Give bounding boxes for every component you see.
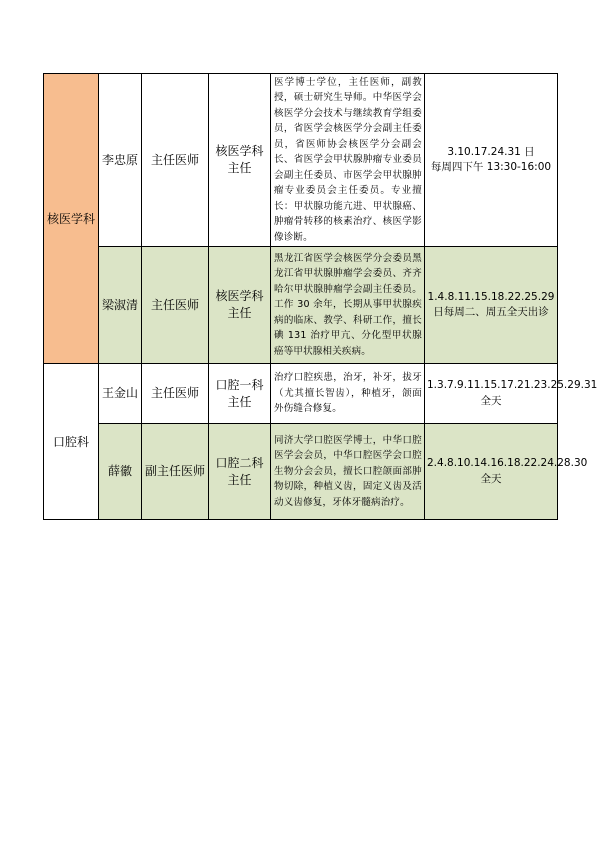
department-cell-oral: 口腔科: [44, 364, 99, 520]
doctor-position: 口腔二科 主任: [209, 424, 271, 520]
doctor-position: 核医学科 主任: [209, 74, 271, 247]
department-cell-nuclear-medicine: 核医学科: [44, 74, 99, 364]
doctor-title: 主任医师: [142, 247, 209, 364]
doctor-description: 治疗口腔疾患，治牙，补牙，拔牙（尤其擅长智齿），种植牙，颌面外伤缝合修复。: [271, 364, 425, 424]
doctor-name: 梁淑清: [99, 247, 142, 364]
doctor-title: 主任医师: [142, 74, 209, 247]
clinic-schedule: 1.4.8.11.15.18.22.25.29 日每周二、周五全天出诊: [425, 247, 558, 364]
table-row: [44, 74, 558, 247]
doctor-name: 李忠原: [99, 74, 142, 247]
doctor-name: 薛徽: [99, 424, 142, 520]
clinic-schedule: 3.10.17.24.31 日 每周四下午 13:30-16:00: [425, 74, 558, 247]
doctor-description: 医学博士学位，主任医师，副教授，硕士研究生导师。中华医学会核医学分会技术与继续教育学组委员，省医学会核医学分会副主任委员，省医师协会核医学分会副会长、省医学会甲状腺肿瘤专业委员会副主任委员、市医学会甲状腺肿瘤专业委员会主任委员。专业擅长：甲状腺功能亢进、甲状腺癌、肿瘤骨转移的核素治疗、核医学影像诊断。: [271, 74, 425, 247]
clinic-schedule: 2.4.8.10.14.16.18.22.24.28.30 全天: [425, 424, 558, 520]
doctor-name: 王金山: [99, 364, 142, 424]
table-row: [44, 424, 558, 520]
doctor-position: 口腔一科 主任: [209, 364, 271, 424]
doctor-description: 黑龙江省医学会核医学分会委员黑龙江省甲状腺肿瘤学会委员、齐齐哈尔甲状腺肿瘤学会副主任委员。工作 30 余年，长期从事甲状腺疾病的临床、教学、科研工作，擅长碘 131 治疗甲亢、分化型甲状腺癌等甲状腺相关疾病。: [271, 247, 425, 364]
schedule-table: [43, 73, 598, 520]
doctor-title: 副主任医师: [142, 424, 209, 520]
table-row: [44, 247, 558, 364]
table-row: [44, 364, 558, 424]
doctor-position: 核医学科 主任: [209, 247, 271, 364]
clinic-schedule: 1.3.7.9.11.15.17.21.23.25.29.31 全天: [425, 364, 558, 424]
doctor-description: 同济大学口腔医学博士，中华口腔医学会会员，中华口腔医学会口腔生物分会会员，擅长口腔颌面部肿物切除，种植义齿，固定义齿及活动义齿修复，牙体牙髓病治疗。: [271, 424, 425, 520]
doctor-title: 主任医师: [142, 364, 209, 424]
